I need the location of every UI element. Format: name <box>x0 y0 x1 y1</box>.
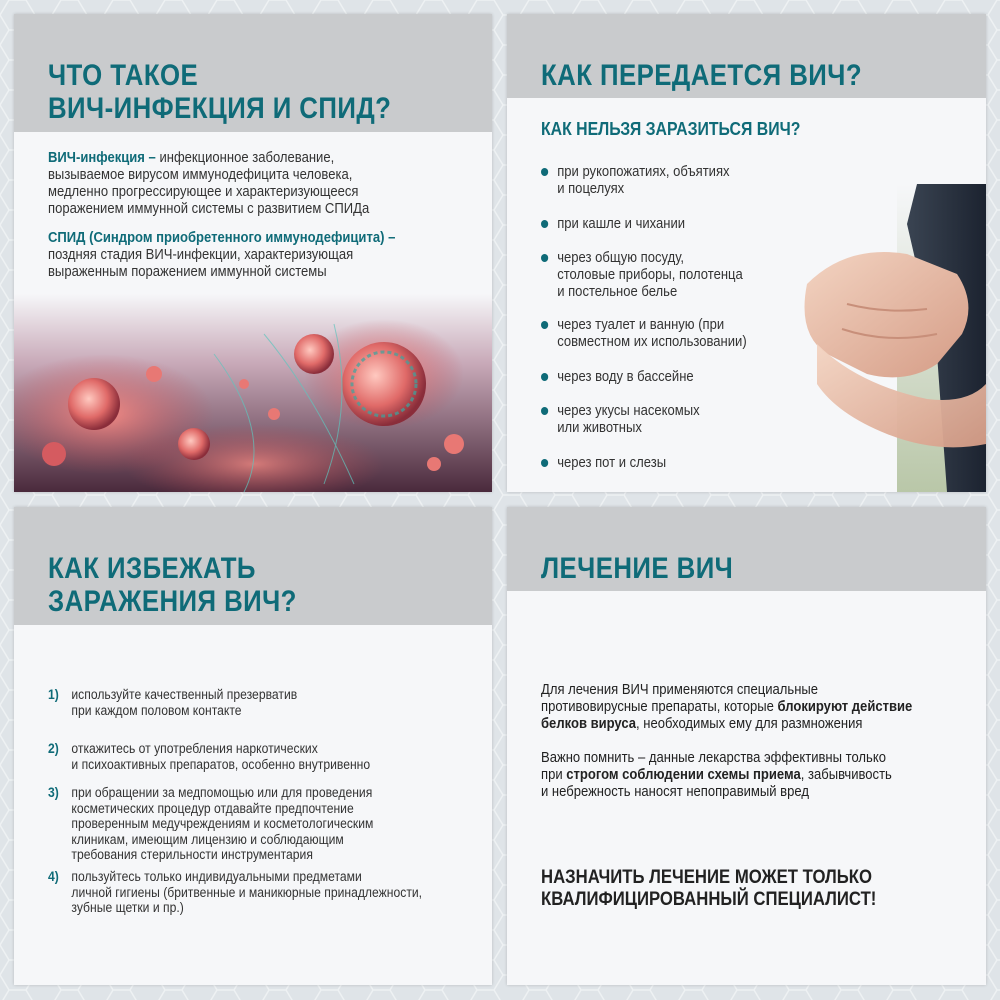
def-line-4: поражением иммунной системы с развитием СПИДа <box>48 201 370 217</box>
aids-line-2: выраженным поражением иммунной системы <box>48 264 327 280</box>
p2-line-2c: , забывчивость <box>800 767 892 783</box>
panel-title <box>48 59 391 125</box>
bullet-icon <box>541 373 548 381</box>
list-number: 2) <box>48 741 59 756</box>
list-number: 1) <box>48 687 59 702</box>
list-item-line: или животных <box>557 420 642 436</box>
list-item-text <box>557 216 685 233</box>
list-item-line: столовые приборы, полотенца <box>557 267 743 283</box>
panel-transmission <box>507 14 986 492</box>
list-item-text <box>557 250 743 301</box>
dash: – <box>384 230 396 246</box>
panel-prevention <box>14 507 492 985</box>
list-number: 4) <box>48 869 59 884</box>
list-item-text <box>71 687 297 718</box>
title-line-2: ВИЧ-ИНФЕКЦИЯ И СПИД? <box>48 92 392 125</box>
aids-term: СПИД (Синдром приобретенного иммунодефицита) <box>48 230 385 246</box>
treatment-paragraph-2 <box>541 750 892 801</box>
p2-line-1: Важно помнить – данные лекарства эффективны только <box>541 750 886 766</box>
bullet-icon <box>541 220 548 228</box>
p1-line-3a: белков вируса <box>541 716 637 732</box>
list-item-line: откажитесь от употребления наркотических <box>71 741 318 756</box>
list-item-line: требования стерильности инструментария <box>71 847 313 862</box>
title-line-1: КАК ИЗБЕЖАТЬ <box>48 552 256 585</box>
title-line-2: ЗАРАЖЕНИЯ ВИЧ? <box>48 585 297 618</box>
list-item-line: и поцелуях <box>557 181 625 197</box>
panel-what-is-hiv <box>14 14 492 492</box>
list-item-text <box>557 317 746 351</box>
list-item-line: личной гигиены (бритвенные и маникюрные принадлежности, <box>71 884 423 900</box>
list-item-line: пользуйтесь только индивидуальными предметами <box>71 869 362 884</box>
aids-definition <box>48 230 395 281</box>
list-item-line: при рукопожатиях, объятиях <box>557 164 730 180</box>
list-item-line: совместном их использовании) <box>557 334 747 350</box>
panel-title: ЛЕЧЕНИЕ ВИЧ <box>541 552 734 585</box>
list-item-text <box>557 403 699 437</box>
list-item-line: через воду в бассейне <box>557 369 694 385</box>
hiv-term: ВИЧ-инфекция <box>48 150 145 166</box>
bullet-icon <box>541 254 548 262</box>
p1-line-2a: противовирусные препараты, которые <box>541 699 778 715</box>
treatment-paragraph-1 <box>541 682 912 733</box>
list-item-line: при каждом половом контакте <box>71 702 242 718</box>
list-item-line: через укусы насекомых <box>557 403 700 419</box>
subtitle-cannot-infect: КАК НЕЛЬЗЯ ЗАРАЗИТЬСЯ ВИЧ? <box>541 119 801 139</box>
list-item-text <box>557 164 729 198</box>
def-line-3: медленно прогрессирующее и характеризующееся <box>48 184 359 200</box>
list-item-line: при кашле и чихании <box>557 216 686 232</box>
list-item-line: зубные щетки и пр.) <box>71 900 184 915</box>
p1-line-2b: блокируют действие <box>777 699 913 715</box>
panel-title: КАК ПЕРЕДАЕТСЯ ВИЧ? <box>541 59 863 92</box>
list-number: 3) <box>48 785 59 800</box>
dash: – <box>144 150 160 166</box>
list-item-text <box>71 785 373 863</box>
list-item-line: через туалет и ванную (при <box>557 317 725 333</box>
list-item-text <box>557 369 693 386</box>
title-line-1: ЧТО ТАКОЕ <box>48 59 199 92</box>
aids-line-1: поздняя стадия ВИЧ-инфекции, характеризующая <box>48 247 354 263</box>
list-item-text <box>71 741 370 772</box>
def-line-2: вызываемое вирусом иммунодефицита человека, <box>48 167 353 183</box>
bullet-icon <box>541 407 548 415</box>
list-item-line: используйте качественный презерватив <box>71 687 298 702</box>
list-item-line: через общую посуду, <box>557 250 685 266</box>
list-item-line: проверенным медучреждениям и косметологическим <box>71 816 374 831</box>
virus-illustration <box>14 294 492 492</box>
hiv-definition <box>48 150 369 218</box>
list-item-line: косметических процедур отдавайте предпочтение <box>71 800 354 816</box>
final-line-2: КВАЛИФИЦИРОВАННЫЙ СПЕЦИАЛИСТ! <box>541 889 877 910</box>
list-item-text <box>71 869 422 916</box>
panel-treatment <box>507 507 986 985</box>
p1-line-3b: , необходимых ему для размножения <box>636 716 863 732</box>
final-warning <box>541 867 876 911</box>
list-item-line: при обращении за медпомощью или для проведения <box>71 785 373 800</box>
list-item-line: клиникам, имеющим лицензию и соблюдающим <box>71 831 344 847</box>
p2-line-3: и небрежность наносят непоправимый вред <box>541 784 809 800</box>
list-item-text <box>557 455 666 472</box>
list-item-line: и постельное белье <box>557 284 678 300</box>
final-line-1: НАЗНАЧИТЬ ЛЕЧЕНИЕ МОЖЕТ ТОЛЬКО <box>541 867 873 888</box>
handshake-illustration <box>787 184 986 492</box>
def-line-1: инфекционное заболевание, <box>159 150 335 166</box>
p2-line-2a: при <box>541 767 567 783</box>
list-item-line: через пот и слезы <box>557 455 667 471</box>
p1-line-1: Для лечения ВИЧ применяются специальные <box>541 682 819 698</box>
bullet-icon <box>541 321 548 329</box>
list-item-line: и психоактивных препаратов, особенно внутривенно <box>71 756 371 772</box>
bullet-icon <box>541 459 548 467</box>
bullet-icon <box>541 168 548 176</box>
p2-line-2b: строгом соблюдении схемы приема <box>566 767 801 783</box>
panel-title <box>48 552 297 618</box>
